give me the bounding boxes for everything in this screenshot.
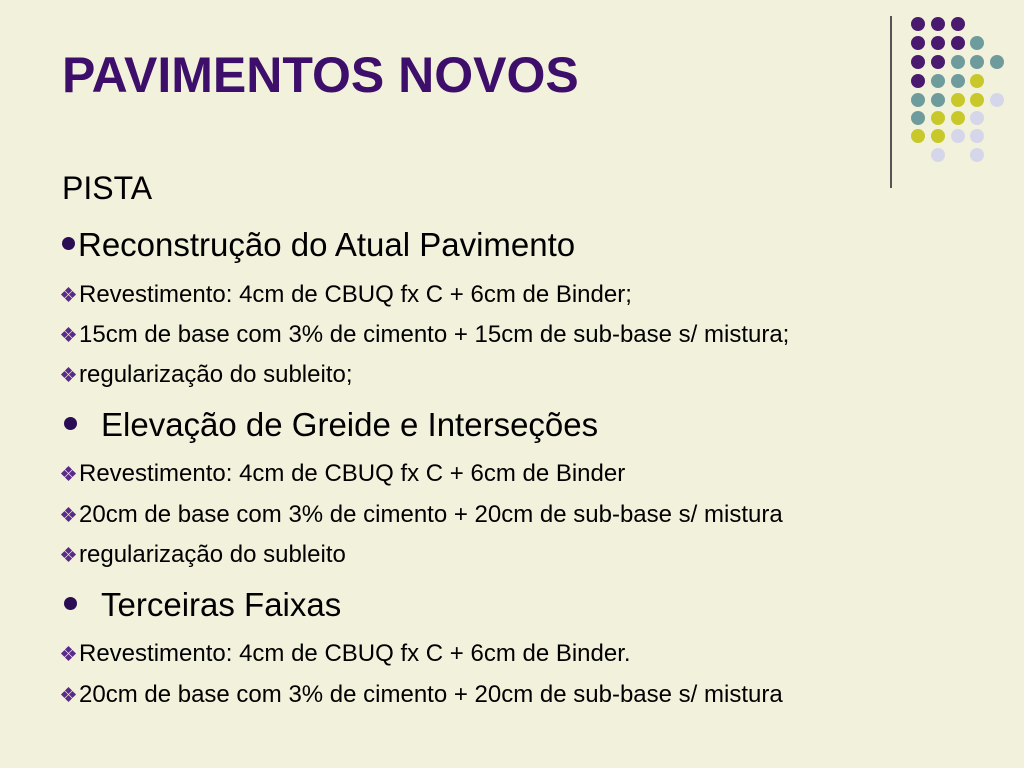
list-item <box>62 320 789 350</box>
list-item-text: Revestimento: 4cm de CBUQ fx C + 6cm de Binder <box>79 460 626 487</box>
decorative-dot <box>970 36 984 50</box>
list-item-text: 20cm de base com 3% de cimento + 20cm de sub-base s/ mistura <box>79 681 783 708</box>
decorative-dot <box>951 129 965 143</box>
list-item-text: 15cm de base com 3% de cimento + 15cm de sub-base s/ mistura; <box>79 321 790 348</box>
decorative-dot <box>911 74 925 88</box>
decorative-dot <box>970 111 984 125</box>
decorative-dot <box>970 129 984 143</box>
group-heading <box>62 405 598 445</box>
decorative-dot <box>970 55 984 69</box>
round-bullet-icon <box>64 417 77 430</box>
decorative-divider <box>890 16 892 188</box>
decorative-dot <box>931 74 945 88</box>
decorative-dot <box>911 55 925 69</box>
diamond-bullet-icon <box>62 368 75 381</box>
round-bullet-icon <box>64 597 77 610</box>
decorative-dot <box>970 148 984 162</box>
list-item-text: 20cm de base com 3% de cimento + 20cm de sub-base s/ mistura <box>79 501 783 528</box>
list-item-text: regularização do subleito; <box>79 361 353 388</box>
list-item <box>62 680 783 710</box>
list-item-text: Revestimento: 4cm de CBUQ fx C + 6cm de Binder; <box>79 281 632 308</box>
decorative-dot <box>911 17 925 31</box>
section-label: PISTA <box>62 170 153 206</box>
list-item <box>62 540 346 570</box>
decorative-dot <box>951 55 965 69</box>
decorative-dot <box>931 111 945 125</box>
group-heading-text: Terceiras Faixas <box>101 586 342 623</box>
decorative-dot <box>990 93 1004 107</box>
decorative-dot <box>911 129 925 143</box>
diamond-bullet-icon <box>62 647 75 660</box>
decorative-dot <box>951 111 965 125</box>
decorative-dot <box>951 93 965 107</box>
list-item <box>62 280 632 310</box>
diamond-bullet-icon <box>62 548 75 561</box>
list-item <box>62 500 783 530</box>
slide-title: PAVIMENTOS NOVOS <box>62 47 579 103</box>
group-heading-text: Elevação de Greide e Interseções <box>101 406 599 443</box>
diamond-bullet-icon <box>62 467 75 480</box>
decorative-dot <box>911 111 925 125</box>
diamond-bullet-icon <box>62 508 75 521</box>
decorative-dot <box>931 36 945 50</box>
diamond-bullet-icon <box>62 688 75 701</box>
list-item <box>62 360 353 390</box>
diamond-bullet-icon <box>62 328 75 341</box>
diamond-bullet-icon <box>62 288 75 301</box>
decorative-dot <box>911 36 925 50</box>
list-item-text: Revestimento: 4cm de CBUQ fx C + 6cm de Binder. <box>79 640 631 667</box>
round-bullet-icon <box>62 237 75 250</box>
decorative-dot <box>931 17 945 31</box>
decorative-dot <box>970 74 984 88</box>
group-heading <box>62 585 341 625</box>
decorative-dot <box>951 36 965 50</box>
list-item <box>62 459 625 489</box>
decorative-dot <box>970 93 984 107</box>
decorative-dot <box>951 17 965 31</box>
decorative-dot <box>931 148 945 162</box>
list-item-text: regularização do subleito <box>79 541 346 568</box>
group-heading <box>62 225 575 265</box>
decorative-dot <box>931 129 945 143</box>
decorative-dot <box>931 55 945 69</box>
decorative-dot <box>931 93 945 107</box>
list-item <box>62 639 631 669</box>
decorative-dot <box>911 93 925 107</box>
group-heading-text: Reconstrução do Atual Pavimento <box>78 226 576 263</box>
decorative-dot <box>990 55 1004 69</box>
decorative-dot <box>951 74 965 88</box>
